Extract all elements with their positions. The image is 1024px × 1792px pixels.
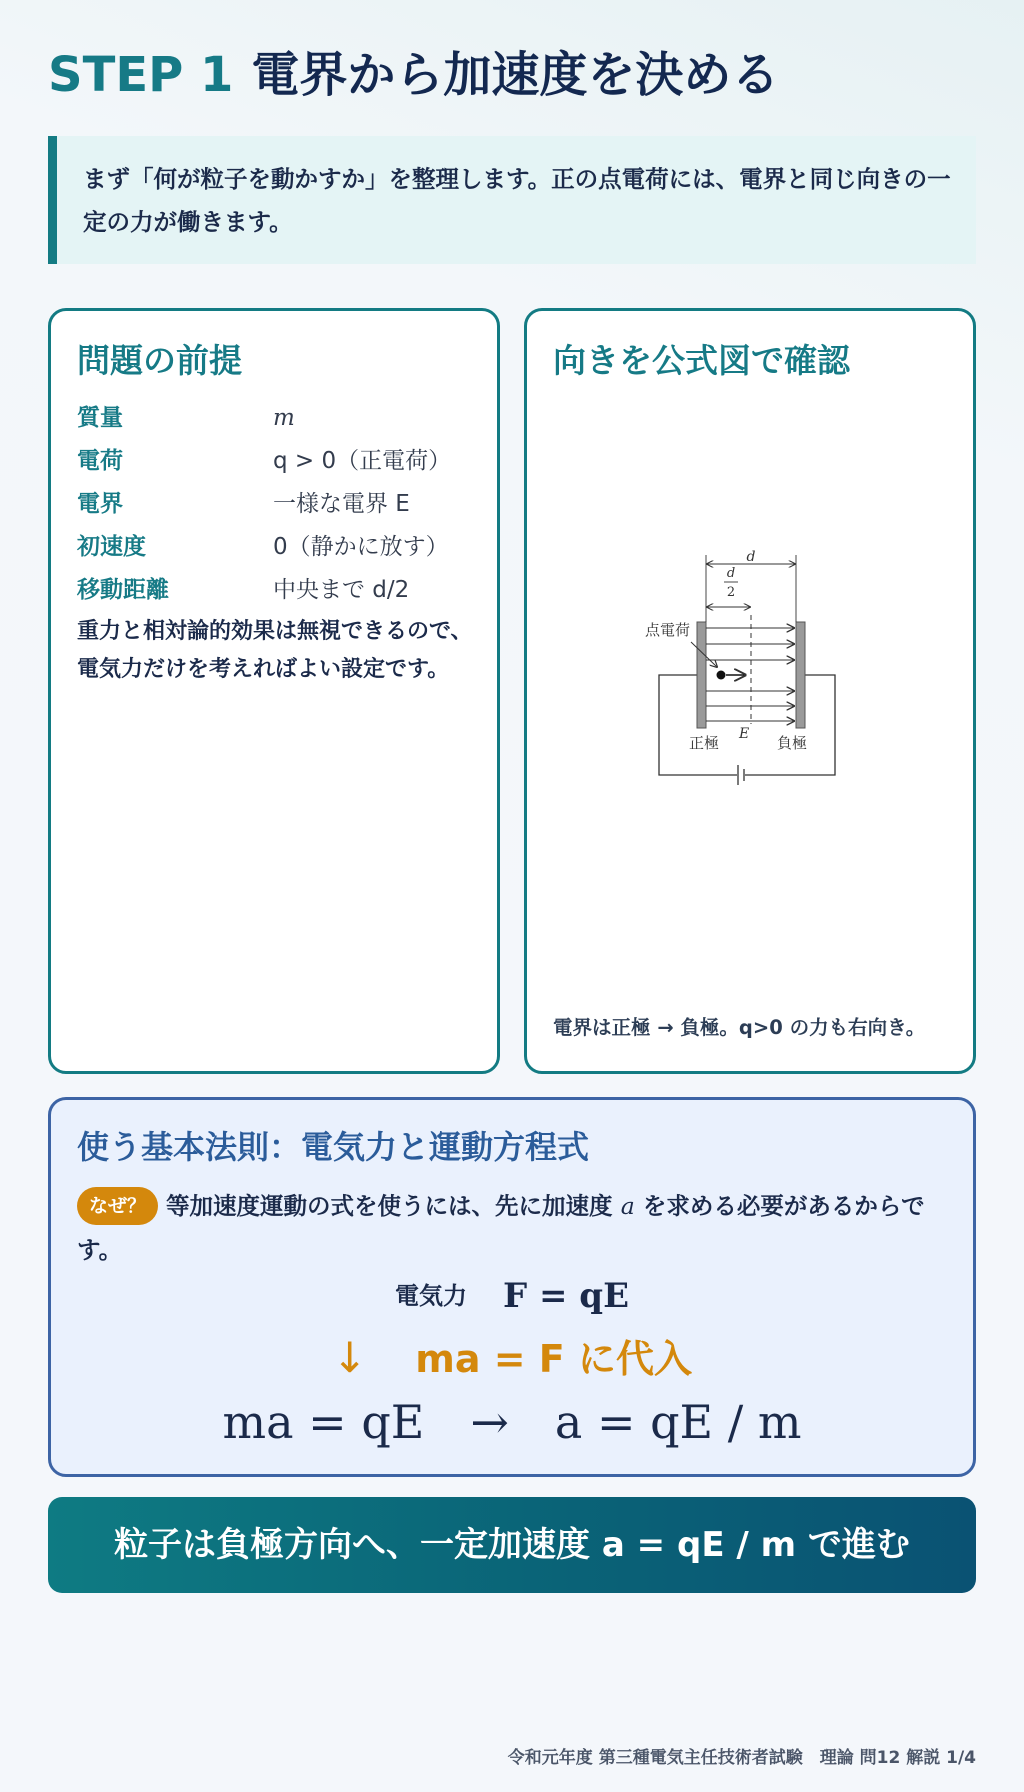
point-charge — [717, 671, 726, 680]
equation-substitute-row — [51, 1328, 973, 1383]
electric-force-label: 電気力 — [395, 1282, 467, 1310]
premise-value: 中央まで d/2 — [273, 577, 410, 603]
intro-callout: まず「何が粒子を動かすか」を整理します。正の点電荷には、電界と同じ向きの一定の力が働きます。 — [48, 136, 976, 264]
point-charge-label: 点電荷 — [645, 621, 691, 639]
figure-caption: 電界は正極 → 負極。q>0 の力も右向き。 — [553, 1016, 926, 1039]
premise-value: 一様な電界 E — [273, 491, 410, 517]
premise-label: 電荷 — [77, 448, 123, 474]
premise-label: 移動距離 — [77, 577, 169, 603]
premise-value: q > 0（正電荷） — [273, 448, 452, 474]
premise-value: m — [273, 405, 295, 431]
substitution-text: ma = F に代入 — [415, 1337, 692, 1381]
premise-row-distance — [77, 569, 477, 612]
d-label: d — [746, 549, 756, 565]
conclusion-banner: 粒子は負極方向へ、一定加速度 a = qE / m で進む — [48, 1497, 976, 1593]
figure-card — [524, 308, 976, 1074]
negative-plate — [796, 622, 805, 728]
premise-label: 初速度 — [77, 534, 146, 560]
premise-value: 0（静かに放す） — [273, 534, 449, 560]
premise-row-field — [77, 483, 477, 526]
law-text-after: を求める必要があるからです。 — [77, 1192, 925, 1264]
electric-force-equation: F = qE — [503, 1276, 629, 1316]
positive-label: 正極 — [689, 734, 720, 752]
half-d-denominator: 2 — [726, 585, 736, 600]
premise-label: 質量 — [77, 405, 123, 431]
equation-force-row — [51, 1276, 973, 1316]
acceleration-equation: ma = qE → a = qE / m — [222, 1395, 802, 1449]
title-text: 電界から加速度を決める — [251, 47, 780, 103]
half-d-numerator: d — [726, 566, 736, 581]
why-badge: なぜ？ — [77, 1187, 158, 1225]
premise-row-mass — [77, 397, 477, 440]
law-title: 使う基本法則：電気力と運動方程式 — [77, 1128, 590, 1166]
positive-plate — [697, 622, 706, 728]
down-arrow-icon: ↓ — [332, 1333, 368, 1382]
page-title — [48, 40, 779, 110]
negative-label: 負極 — [777, 734, 808, 752]
acceleration-var: a — [620, 1192, 635, 1220]
premise-row-charge — [77, 440, 477, 483]
premise-label: 電界 — [77, 491, 123, 517]
law-explanation — [77, 1184, 949, 1272]
step-label: STEP 1 — [48, 47, 234, 103]
premise-title: 問題の前提 — [77, 341, 242, 380]
premise-card — [48, 308, 500, 1074]
capacitor-diagram — [641, 549, 877, 811]
footer-citation: 令和元年度 第三種電気主任技術者試験 理論 問12 解説 1/4 — [507, 1748, 976, 1768]
law-panel — [48, 1097, 976, 1477]
premise-note: 重力と相対論的効果は無視できるので、電気力だけを考えればよい設定です。 — [77, 619, 473, 682]
circuit-wire-right — [745, 675, 835, 775]
figure-title: 向きを公式図で確認 — [553, 341, 850, 380]
law-text-before: 等加速度運動の式を使うには、先に加速度 — [166, 1192, 621, 1220]
field-label: E — [739, 726, 750, 742]
premise-row-initial-velocity — [77, 526, 477, 569]
